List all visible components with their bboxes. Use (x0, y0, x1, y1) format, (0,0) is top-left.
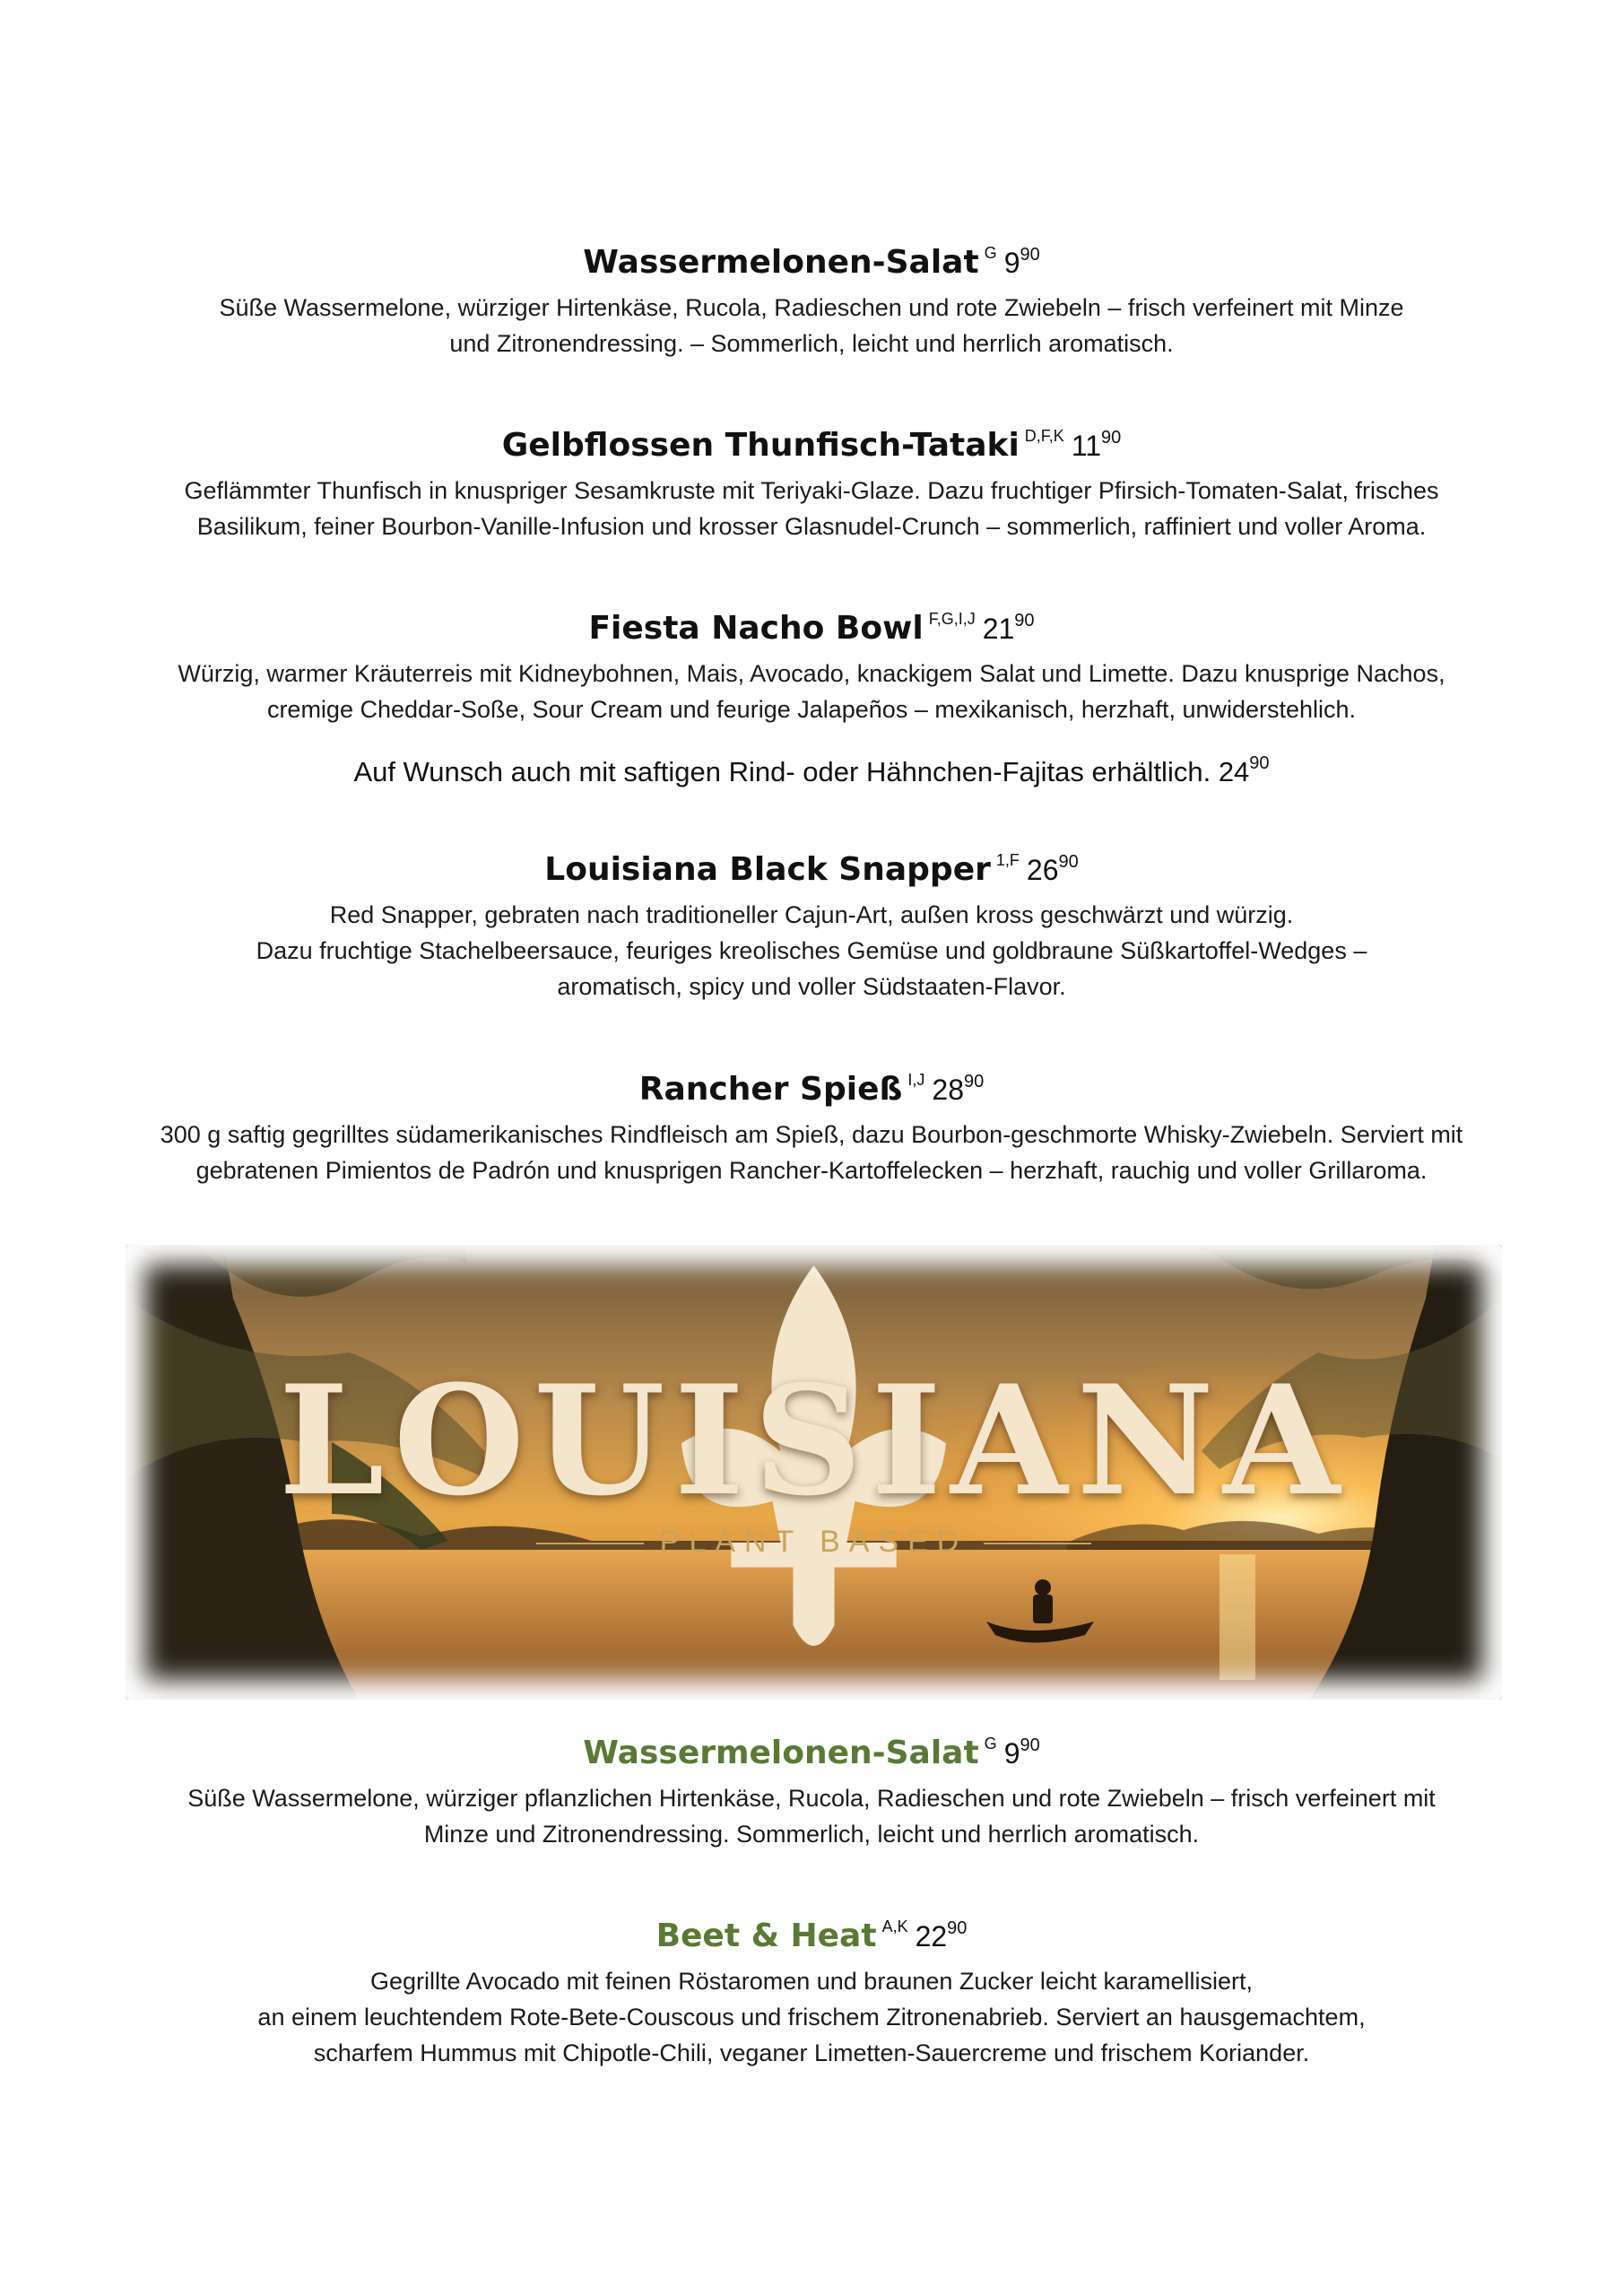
allergen-codes: G (984, 1735, 997, 1752)
item-price: $26^{90}$ (1026, 852, 1079, 886)
item-price: $21^{90}$ (982, 611, 1035, 645)
item-price: $9^{90}$ (1003, 1735, 1040, 1770)
menu-item-louisiana-black-snapper (108, 839, 1515, 1004)
item-price: $11^{90}$ (1071, 428, 1122, 462)
item-description: Gegrillte Avocado mit feinen Röstaromen und braunen Zucker leicht karamellisiert, an einem leuchtendem Rote-Bete-Couscous und frischem Zitronenabrieb. Serviert an hausgemachtem, scharfem Hummus mit Chipotle-Chili, veganer Limetten-Sauercreme und frischem Koriander. (257, 1968, 1366, 2066)
item-title-line (108, 597, 1515, 650)
menu-item-beet-and-heat (108, 1905, 1515, 2071)
allergen-codes: D,F,K (1024, 427, 1064, 445)
item-option-note: Auf Wunsch auch mit saftigen Rind- oder Hähnchen-Fajitas erhältlich. $24^{90}$ (353, 753, 1270, 787)
item-description: Geflämmter Thunfisch in knuspriger Sesamkruste mit Teriyaki-Glaze. Dazu fruchtiger Pfirsich-Tomaten-Salat, frisches Basilikum, feiner Bourbon-Vanille-Infusion und krosser Glasnudel-Crunch – sommerlich, raffiniert und voller Aroma. (184, 477, 1439, 540)
item-description: Süße Wassermelone, würziger Hirtenkäse, Rucola, Radieschen und rote Zwiebeln – frisch verfeinert mit Minze und Zitronendressing. – Sommerlich, leicht und herrlich aromatisch. (219, 294, 1404, 357)
item-title-line (108, 231, 1515, 284)
item-title: Wassermelonen-Salat (583, 244, 979, 281)
item-description: Red Snapper, gebraten nach traditioneller Cajun-Art, außen kross geschwärzt und würzig. Dazu fruchtige Stachelbeersauce, feuriges kreolisches Gemüse und goldbraune Süßkartoffel-Wedges – aromatisch, spicy und voller Südstaaten-Flavor. (256, 901, 1367, 1000)
divider-left (536, 1543, 644, 1544)
item-title-line (108, 1905, 1515, 1958)
item-title-line (108, 839, 1515, 891)
item-title: Fiesta Nacho Bowl (588, 610, 924, 647)
allergen-codes: F,G,I,J (928, 610, 976, 628)
item-description: 300 g saftig gegrilltes südamerikanisches Rindfleisch am Spieß, dazu Bourbon-geschmorte Whisky-Zwiebeln. Serviert mit gebratenen Pimientos de Padrón und knusprigen Rancher-Kartoffelecken – herzhaft, rauchig und voller Grillaroma. (160, 1121, 1463, 1184)
item-title-line (108, 1058, 1515, 1111)
item-title: Wassermelonen-Salat (583, 1735, 979, 1771)
allergen-codes: G (984, 244, 997, 262)
item-title: Rancher Spieß (638, 1071, 903, 1108)
menu-item-wassermelonen-salat (108, 231, 1515, 361)
item-title: Louisiana Black Snapper (544, 851, 991, 888)
banner-subtitle-row (126, 1525, 1502, 1560)
allergen-codes: 1,F (995, 851, 1020, 869)
divider-right (984, 1543, 1091, 1544)
menu-item-rancher-spiess (108, 1058, 1515, 1188)
item-description: Würzig, warmer Kräuterreis mit Kidneybohnen, Mais, Avocado, knackigem Salat und Limette. Dazu knusprige Nachos, cremige Cheddar-Soße, Sour Cream und feurige Jalapeños – mexikanisch, herzhaft, unwiderstehlich. (178, 660, 1445, 723)
item-title: Beet & Heat (655, 1918, 877, 1954)
item-description: Süße Wassermelone, würziger pflanzlichen Hirtenkäse, Rucola, Radieschen und rote Zwiebeln – frisch verfeinert mit Minze und Zitronendressing. Sommerlich, leicht und herrlich aromatisch. (187, 1785, 1436, 1848)
item-title-line (108, 414, 1515, 467)
item-price: $9^{90}$ (1003, 245, 1040, 279)
item-price: $28^{90}$ (932, 1072, 985, 1106)
item-title-line (108, 1722, 1515, 1775)
menu-item-fiesta-nacho-bowl (108, 597, 1515, 792)
item-price: $22^{90}$ (915, 1918, 968, 1952)
allergen-codes: A,K (881, 1918, 908, 1935)
allergen-codes: I,J (907, 1071, 925, 1089)
louisiana-banner-image (126, 1245, 1502, 1700)
item-title: Gelbflossen Thunfisch-Tataki (501, 427, 1020, 464)
banner-title: LOUISIANA (278, 1352, 1350, 1529)
menu-item-vegan-wassermelonen-salat (108, 1722, 1515, 1852)
banner-subtitle: PLANT BASED (659, 1525, 968, 1559)
menu-item-thunfisch-tataki (108, 414, 1515, 544)
